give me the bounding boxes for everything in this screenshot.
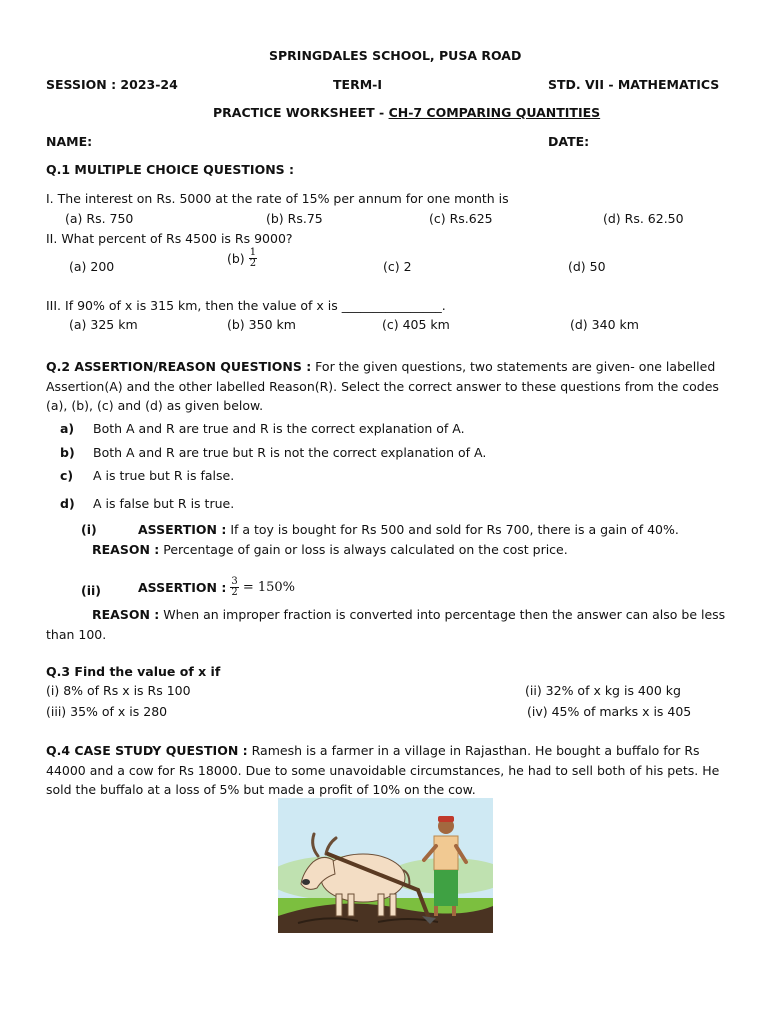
q1-ii-option-a: (a) 200 xyxy=(69,259,115,274)
q1-ii-text: II. What percent of Rs 4500 is Rs 9000? xyxy=(46,231,293,246)
fraction-denominator: 2 xyxy=(249,258,257,269)
q1-ii-option-d: (d) 50 xyxy=(568,259,606,274)
worksheet-prefix: PRACTICE WORKSHEET - xyxy=(213,105,389,120)
q1-iii-option-d: (d) 340 km xyxy=(570,317,639,332)
q2-intro-paragraph xyxy=(46,357,726,416)
q3-part-iv: (iv) 45% of marks x is 405 xyxy=(527,704,692,719)
fraction-denominator: 2 xyxy=(231,587,238,598)
item-i-reason-label: REASON : xyxy=(92,542,160,557)
code-b-text: Both A and R are true but R is not the correct explanation of A. xyxy=(93,445,487,460)
item-i-reason-text: Percentage of gain or loss is always calculated on the cost price. xyxy=(159,542,568,557)
item-i-assertion xyxy=(138,522,679,537)
item-ii-assertion-label: ASSERTION : xyxy=(138,580,227,595)
code-b-label: b) xyxy=(60,445,75,460)
q3-part-ii: (ii) 32% of x kg is 400 kg xyxy=(525,683,681,698)
item-ii-number: (ii) xyxy=(81,583,101,598)
code-c-text: A is true but R is false. xyxy=(93,468,235,483)
q3-heading: Q.3 Find the value of x if xyxy=(46,664,221,679)
term-label: TERM-I xyxy=(333,77,382,92)
q2-heading: Q.2 ASSERTION/REASON QUESTIONS : xyxy=(46,359,312,374)
school-name: SPRINGDALES SCHOOL, PUSA ROAD xyxy=(269,48,522,63)
item-i-number: (i) xyxy=(81,522,97,537)
q1-ii-option-b xyxy=(227,248,257,269)
q1-ii-option-b-label: (b) xyxy=(227,251,245,266)
fraction-numerator: 1 xyxy=(249,247,257,258)
farmer-ox-illustration xyxy=(278,798,493,933)
worksheet-chapter: CH-7 COMPARING QUANTITIES xyxy=(388,105,601,120)
code-d-text: A is false but R is true. xyxy=(93,496,235,511)
q1-iii-option-c: (c) 405 km xyxy=(382,317,450,332)
q1-ii-option-c: (c) 2 xyxy=(383,259,412,274)
q4-heading: Q.4 CASE STUDY QUESTION : xyxy=(46,743,248,758)
item-i-reason xyxy=(92,542,568,557)
q1-i-option-a: (a) Rs. 750 xyxy=(65,211,134,226)
q1-i-option-b: (b) Rs.75 xyxy=(266,211,323,226)
q3-part-iii: (iii) 35% of x is 280 xyxy=(46,704,168,719)
q1-iii-text: III. If 90% of x is 315 km, then the value of x is ________________. xyxy=(46,298,446,313)
q1-ii-option-b-fraction xyxy=(249,248,257,269)
q1-iii-option-b: (b) 350 km xyxy=(227,317,296,332)
name-label: NAME: xyxy=(46,134,93,149)
item-ii-reason-label: REASON : xyxy=(92,607,160,622)
q4-paragraph xyxy=(46,741,726,800)
q4-text: Ramesh is a farmer in a village in Rajasthan. He bought a buffalo for Rs 44000 and a cow for Rs 18000. Due to some unavoidable circumstances, he had to sell both of his pets. He sold the buffalo at a loss of 5% but made a profit of 10% on the cow. xyxy=(46,743,720,797)
item-ii-assertion-math: = 150% xyxy=(238,580,296,595)
session-label: SESSION : 2023-24 xyxy=(46,77,178,92)
std-label: STD. VII - MATHEMATICS xyxy=(548,77,720,92)
q2-intro: For the given questions, two statements are given- one labelled Assertion(A) and the other labelled Reason(R). Select the correct answer to these questions from the codes (a), (b), (c) and (d) as given below. xyxy=(46,359,719,413)
q3-part-i: (i) 8% of Rs x is Rs 100 xyxy=(46,683,191,698)
item-ii-reason xyxy=(46,605,726,644)
code-c-label: c) xyxy=(60,468,74,483)
q1-i-text: I. The interest on Rs. 5000 at the rate of 15% per annum for one month is xyxy=(46,191,509,206)
item-ii-assertion xyxy=(138,577,295,598)
q1-heading: Q.1 MULTIPLE CHOICE QUESTIONS : xyxy=(46,162,295,177)
worksheet-title xyxy=(213,105,600,120)
code-a-label: a) xyxy=(60,421,75,436)
date-label: DATE: xyxy=(548,134,590,149)
fraction-numerator: 3 xyxy=(231,576,238,587)
item-i-assertion-text: If a toy is bought for Rs 500 and sold for Rs 700, there is a gain of 40%. xyxy=(226,522,679,537)
code-a-text: Both A and R are true and R is the correct explanation of A. xyxy=(93,421,465,436)
q1-iii-option-a: (a) 325 km xyxy=(69,317,138,332)
code-d-label: d) xyxy=(60,496,75,511)
item-ii-fraction xyxy=(230,577,238,598)
q1-i-option-c: (c) Rs.625 xyxy=(429,211,493,226)
item-i-assertion-label: ASSERTION : xyxy=(138,522,227,537)
item-ii-reason-text: When an improper fraction is converted into percentage then the answer can also be less than 100. xyxy=(46,607,726,642)
q1-i-option-d: (d) Rs. 62.50 xyxy=(603,211,684,226)
